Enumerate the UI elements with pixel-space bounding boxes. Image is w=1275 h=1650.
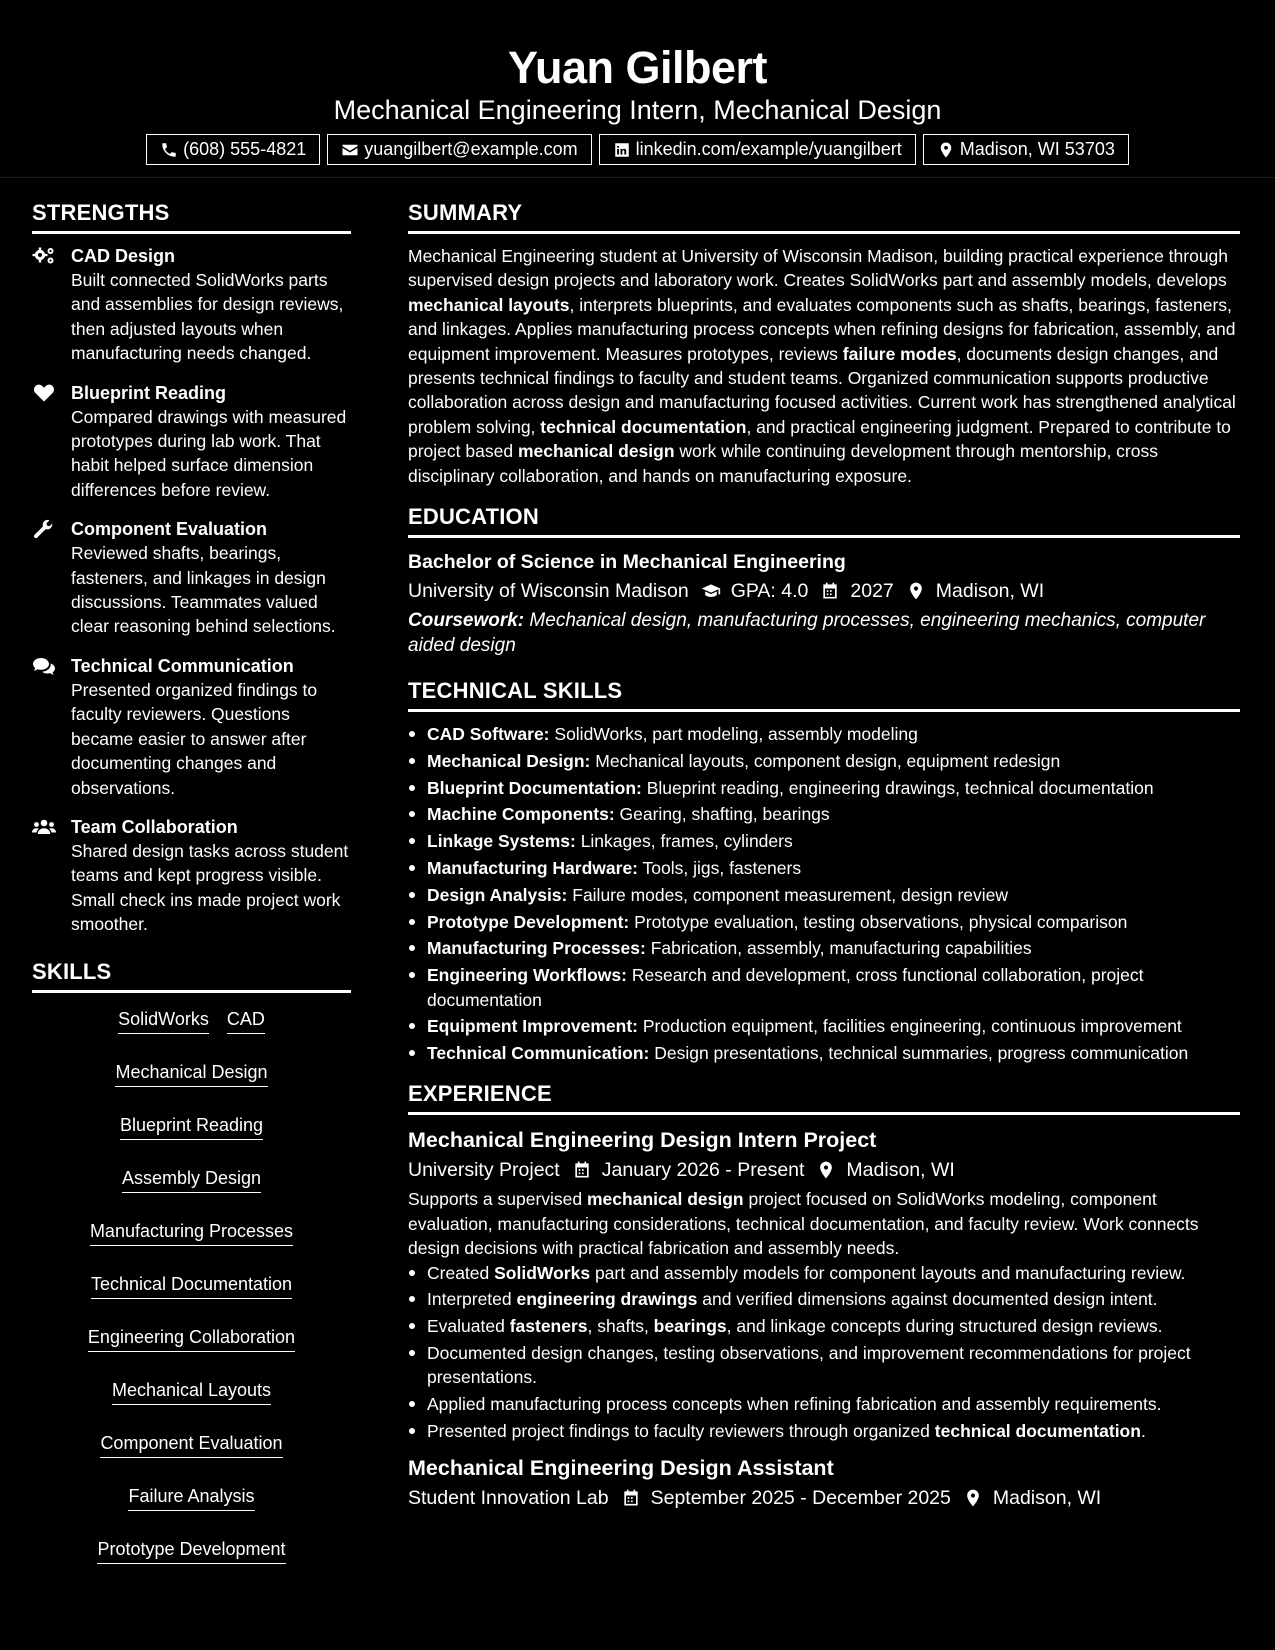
technical-skill-item <box>408 1014 1240 1038</box>
technical-skill-item <box>408 936 1240 960</box>
skill-category: Machine Components: <box>427 804 615 825</box>
candidate-name: Yuan Gilbert <box>507 42 768 93</box>
school-name: University of Wisconsin Madison <box>408 580 689 603</box>
skill-category: Mechanical Design: <box>427 750 591 771</box>
users-icon <box>32 817 56 837</box>
contact-linkedin[interactable] <box>599 134 916 165</box>
technical-skills-heading: TECHNICAL SKILLS <box>408 676 1240 712</box>
skill-category: Equipment Improvement: <box>427 1016 638 1037</box>
strength-item <box>32 654 351 800</box>
map-pin-icon <box>906 581 926 601</box>
calendar-icon <box>621 1488 641 1508</box>
contact-phone[interactable] <box>146 134 320 165</box>
school-location: Madison, WI <box>935 580 1045 603</box>
skill-tag: Manufacturing Processes <box>90 1219 293 1246</box>
technical-skill-item <box>408 856 1240 880</box>
job-dates: January 2026 - Present <box>601 1159 805 1182</box>
skill-category: CAD Software: <box>427 724 550 745</box>
map-pin-icon <box>937 141 955 159</box>
skill-category: Engineering Workflows: <box>427 965 627 986</box>
job-location: Madison, WI <box>992 1487 1102 1510</box>
skill-tag: Assembly Design <box>122 1166 261 1193</box>
skill-category: Linkage Systems: <box>427 831 576 852</box>
skill-tag: Engineering Collaboration <box>88 1325 295 1352</box>
contact-bar <box>0 134 1275 165</box>
skill-category: Blueprint Documentation: <box>427 777 642 798</box>
calendar-icon <box>820 581 840 601</box>
job-bullet: Documented design changes, testing observations, and improvement recommendations for project presentations. <box>408 1341 1240 1390</box>
job-bullet: Applied manufacturing process concepts when refining fabrication and assembly requirements. <box>408 1392 1240 1416</box>
experience-entry <box>408 1453 1240 1513</box>
job-meta <box>408 1483 1240 1513</box>
strength-title: Team Collaboration <box>71 816 238 837</box>
summary-text: Mechanical Engineering student at University of Wisconsin Madison, building practical experience through supervised design projects and laboratory work. Creates SolidWorks part and assembly models, develops mechanical layouts, interprets blueprints, and evaluates components such as shafts, bearings, fasteners, and linkages. Applies manufacturing process concepts when refining designs for fabrication, assembly, and equipment improvement. Measures prototypes, reviews failure modes, documents design changes, and presents technical findings to faculty and student teams. Organized communication supports productive collaboration across design and manufacturing focused activities. Current work has strengthened analytical problem solving, technical documentation, and practical engineering judgment. Prepared to contribute to project based mechanical design work while continuing development through mentorship, cross disciplinary collaboration, and hands on manufacturing exposure. <box>408 246 1236 486</box>
skill-tag: Mechanical Design <box>115 1060 267 1087</box>
skills-heading: SKILLS <box>32 957 351 993</box>
phone-icon <box>160 141 178 159</box>
comments-icon <box>32 656 56 676</box>
skill-values: Production equipment, facilities engineering, continuous improvement <box>642 1016 1182 1037</box>
skill-category: Prototype Development: <box>427 911 630 932</box>
linkedin-icon <box>613 141 631 159</box>
strength-description: Presented organized findings to faculty reviewers. Questions became easier to answer after documenting changes and observations. <box>71 679 318 798</box>
skill-values: Tools, jigs, fasteners <box>642 858 802 879</box>
skill-category: Manufacturing Processes: <box>427 938 646 959</box>
job-bullet: Interpreted engineering drawings and verified dimensions against documented design intent. <box>408 1287 1240 1311</box>
skill-values: SolidWorks, part modeling, assembly modeling <box>554 724 918 745</box>
gears-icon <box>32 246 56 266</box>
coursework <box>408 609 1240 658</box>
gpa: GPA: 4.0 <box>730 580 809 603</box>
technical-skill-item <box>408 749 1240 773</box>
technical-skill-item <box>408 829 1240 853</box>
wrench-icon <box>32 519 56 539</box>
job-bullets <box>408 1261 1240 1444</box>
skill-tag: Failure Analysis <box>128 1484 254 1511</box>
technical-skill-item <box>408 883 1240 907</box>
contact-location <box>923 134 1129 165</box>
calendar-icon <box>572 1160 592 1180</box>
contact-location-text: Madison, WI 53703 <box>959 139 1115 159</box>
job-title: Mechanical Engineering Design Intern Project <box>408 1128 877 1153</box>
skill-tag: Prototype Development <box>97 1537 285 1564</box>
skill-tag: CAD <box>227 1007 265 1034</box>
skill-tag: SolidWorks <box>118 1007 209 1034</box>
job-organization: Student Innovation Lab <box>408 1487 609 1510</box>
job-dates: September 2025 - December 2025 <box>650 1487 951 1510</box>
skill-tag: Technical Documentation <box>91 1272 292 1299</box>
education-meta <box>408 576 1240 606</box>
skill-tag: Component Evaluation <box>100 1431 282 1458</box>
technical-skill-item <box>408 963 1240 1012</box>
envelope-icon <box>341 141 359 159</box>
strength-description: Shared design tasks across student teams and kept progress visible. Small check ins made project work smoother. <box>71 840 349 935</box>
strength-description: Compared drawings with measured prototypes during lab work. That habit helped surface dimension differences before review. <box>71 406 347 500</box>
job-meta <box>408 1155 1240 1185</box>
coursework-label: Coursework: <box>408 610 525 632</box>
resume-header <box>0 0 1275 178</box>
strength-item <box>32 517 351 639</box>
technical-skill-item <box>408 722 1240 746</box>
candidate-headline: Mechanical Engineering Intern, Mechanical Design <box>333 95 942 125</box>
map-pin-icon <box>963 1488 983 1508</box>
skill-values: Design presentations, technical summaries, progress communication <box>654 1043 1189 1064</box>
technical-skill-item <box>408 910 1240 934</box>
skill-values: Blueprint reading, engineering drawings, technical documentation <box>646 777 1154 798</box>
skill-category: Technical Communication: <box>427 1043 650 1064</box>
strength-title: CAD Design <box>71 246 176 266</box>
job-bullet: Created SolidWorks part and assembly models for component layouts and manufacturing review. <box>408 1261 1240 1285</box>
map-pin-icon <box>816 1160 836 1180</box>
technical-skill-item <box>408 776 1240 800</box>
strength-title: Component Evaluation <box>71 519 268 540</box>
graduation-cap-icon <box>701 581 721 601</box>
strength-description: Reviewed shafts, bearings, fasteners, and linkages in design discussions. Teammates valued clear reasoning behind selections. <box>71 543 336 637</box>
coursework-text: Mechanical design, manufacturing processes, engineering mechanics, computer aided design <box>408 610 1206 656</box>
skill-category: Manufacturing Hardware: <box>427 858 638 879</box>
strength-description: Built connected SolidWorks parts and assemblies for design reviews, then adjusted layouts when manufacturing needs changed. <box>71 270 344 364</box>
left-column <box>32 198 351 1564</box>
summary-heading: SUMMARY <box>408 198 1240 234</box>
skill-values: Prototype evaluation, testing observations, physical comparison <box>634 911 1128 932</box>
strength-title: Blueprint Reading <box>71 382 227 403</box>
skill-values: Gearing, shafting, bearings <box>619 804 830 825</box>
job-location: Madison, WI <box>846 1159 955 1182</box>
strengths-heading: STRENGTHS <box>32 198 351 234</box>
experience-entry <box>408 1125 1240 1443</box>
job-title: Mechanical Engineering Design Assistant <box>408 1456 834 1481</box>
education-heading: EDUCATION <box>408 502 1240 538</box>
right-column <box>408 198 1240 1513</box>
job-organization: University Project <box>408 1159 560 1182</box>
contact-linkedin-text: linkedin.com/example/yuangilbert <box>635 139 902 159</box>
technical-skill-item <box>408 1041 1240 1065</box>
contact-email-text: yuangilbert@example.com <box>364 139 578 159</box>
technical-skills-list <box>408 722 1240 1065</box>
strength-item <box>32 815 351 937</box>
skill-values: Linkages, frames, cylinders <box>580 831 793 852</box>
strength-title: Technical Communication <box>71 655 294 676</box>
skill-category: Design Analysis: <box>427 884 568 905</box>
technical-skill-item <box>408 802 1240 826</box>
job-intro: Supports a supervised mechanical design project focused on SolidWorks modeling, component evaluation, manufacturing considerations, technical documentation, and faculty review. Work connects design decisions with practical fabrication and assembly needs. <box>408 1189 1199 1259</box>
job-bullet: Presented project findings to faculty reviewers through organized technical documentation. <box>408 1419 1240 1443</box>
skill-tag: Blueprint Reading <box>120 1113 263 1140</box>
skill-values: Fabrication, assembly, manufacturing capabilities <box>650 938 1032 959</box>
contact-email[interactable] <box>327 134 591 165</box>
heart-icon <box>32 383 56 403</box>
experience-heading: EXPERIENCE <box>408 1079 1240 1115</box>
skills-tag-list <box>32 1003 351 1564</box>
skill-values: Mechanical layouts, component design, equipment redesign <box>595 750 1061 771</box>
skill-tag: Mechanical Layouts <box>112 1378 271 1405</box>
skill-values: Research and development, cross functional collaboration, project documentation <box>427 965 1144 1010</box>
contact-phone-text: (608) 555-4821 <box>183 139 307 159</box>
job-bullet: Evaluated fasteners, shafts, bearings, and linkage concepts during structured design reviews. <box>408 1314 1240 1338</box>
strength-item <box>32 244 351 366</box>
strength-item <box>32 381 351 503</box>
skill-values: Failure modes, component measurement, design review <box>572 884 1009 905</box>
graduation-year: 2027 <box>850 580 894 603</box>
degree-title: Bachelor of Science in Mechanical Engineering <box>408 551 846 574</box>
